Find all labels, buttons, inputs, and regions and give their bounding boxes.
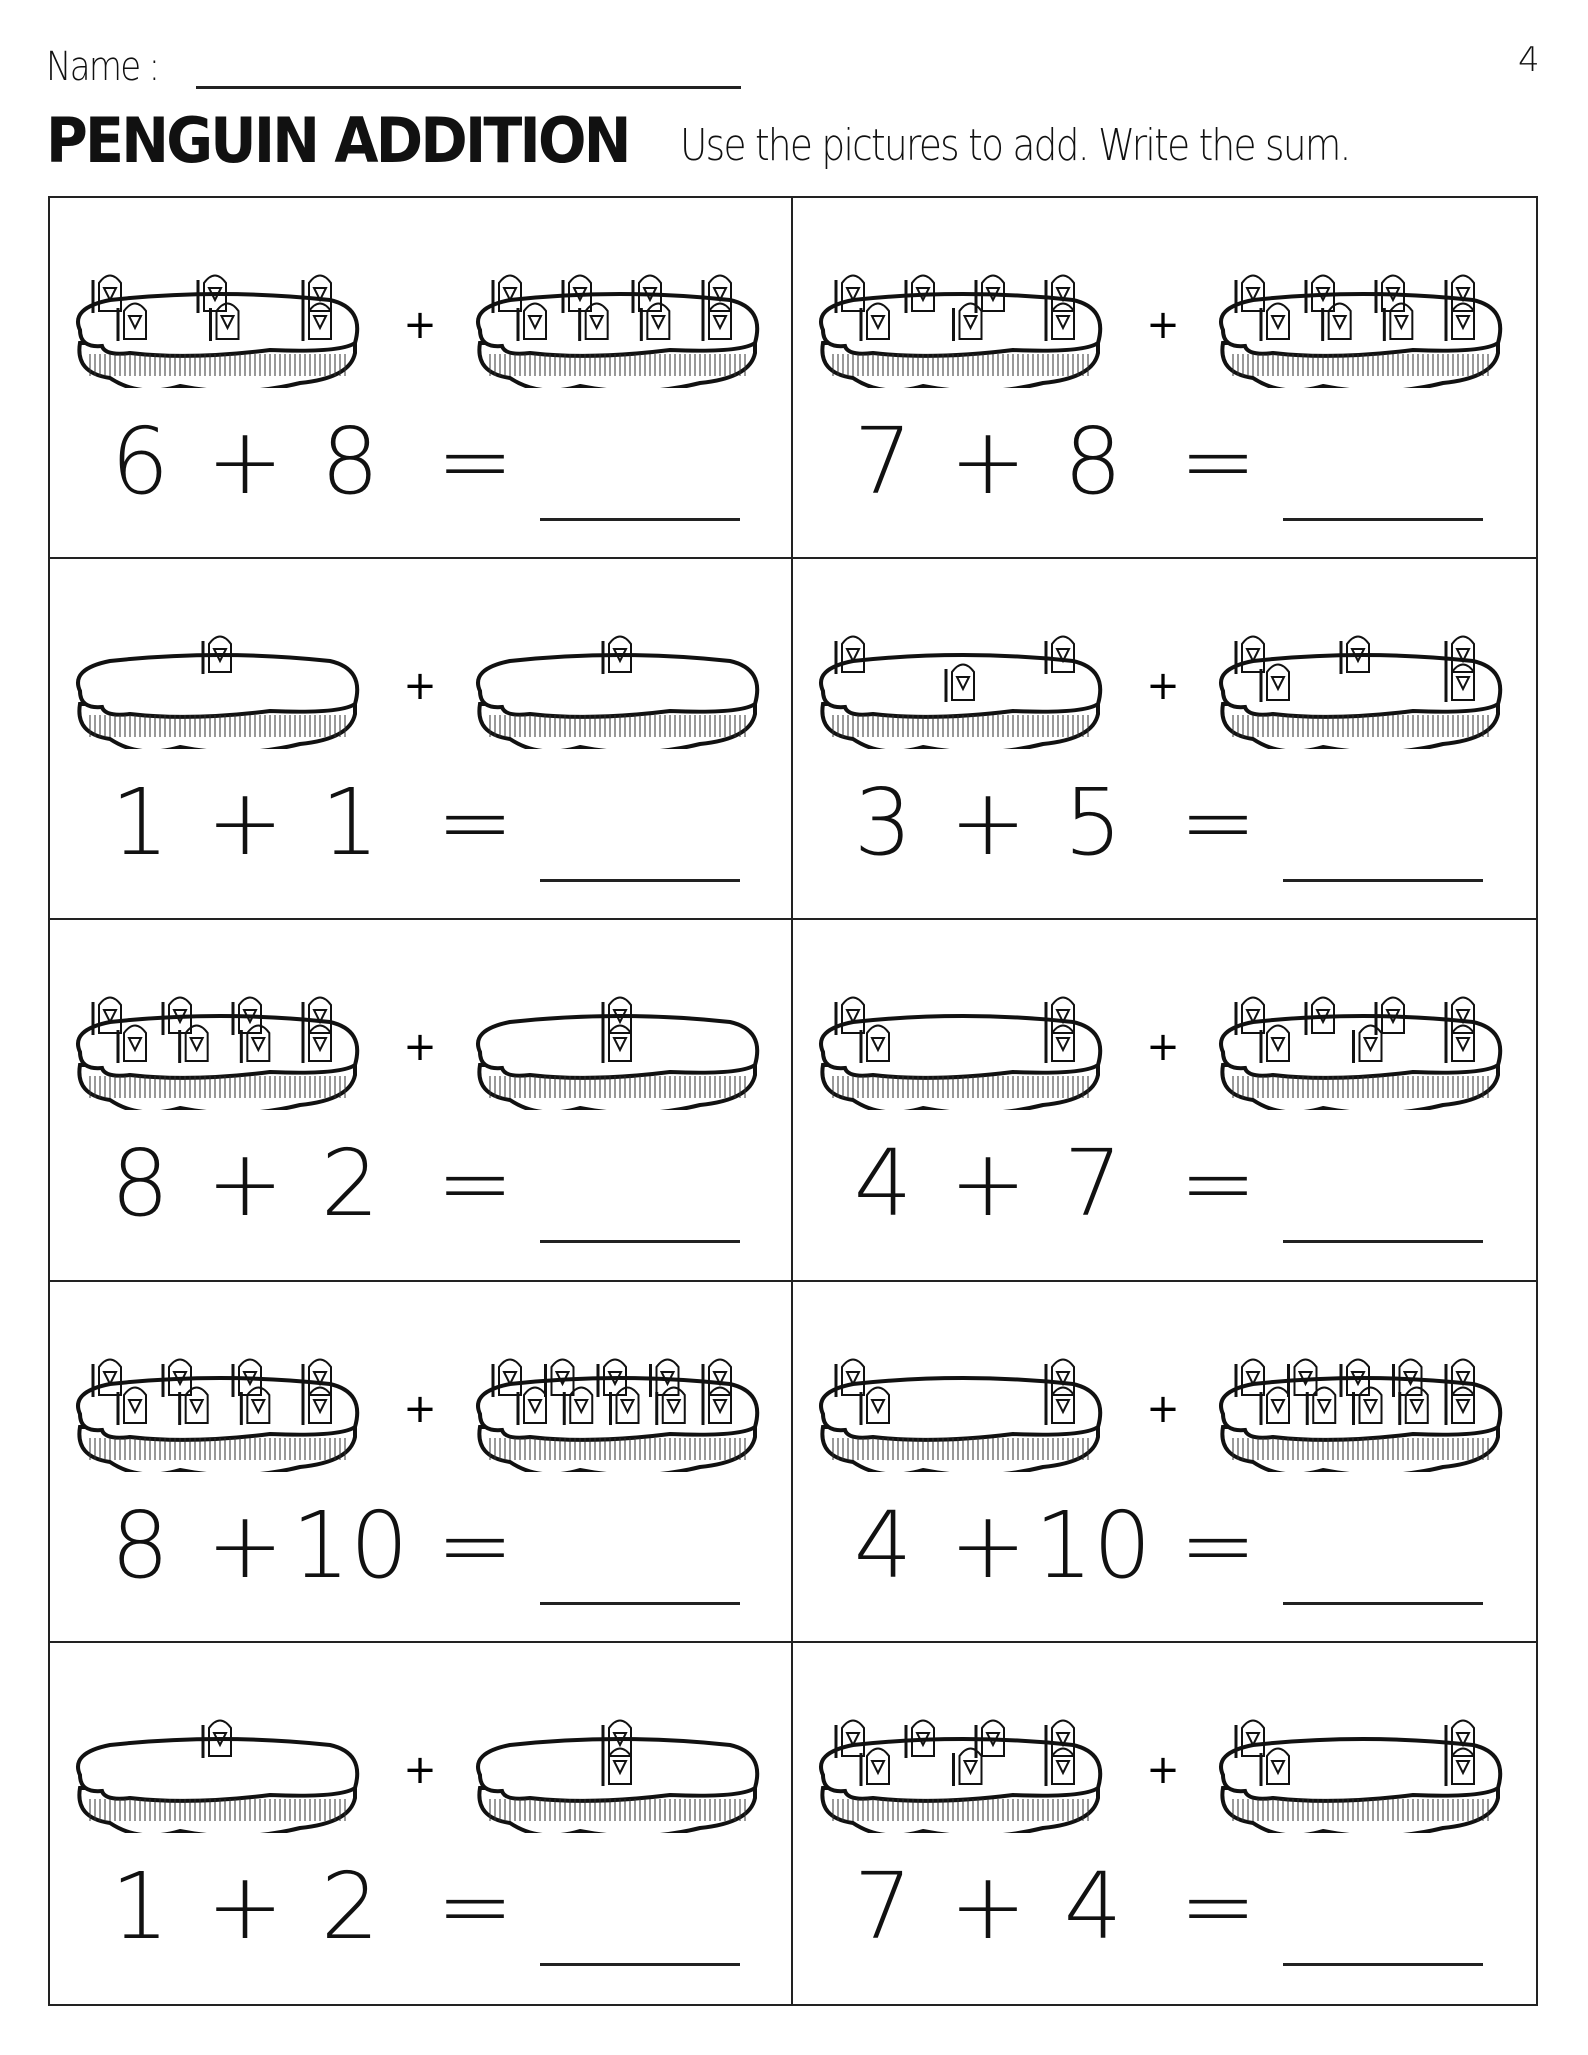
addend-a: 7 <box>853 408 913 515</box>
problem-cell <box>793 559 1536 920</box>
problem-cell <box>50 1282 793 1643</box>
problem-cell <box>50 920 793 1281</box>
equation <box>90 1853 750 1963</box>
penguin-island-a <box>78 1720 357 1833</box>
addend-b: 2 <box>320 1130 380 1238</box>
plus-sign: + <box>949 1852 1027 1960</box>
plus-sign: + <box>206 1852 284 1960</box>
picture-plus-sign: + <box>1146 663 1180 710</box>
penguin-island-a <box>821 276 1100 389</box>
penguin-island-b <box>1221 998 1500 1111</box>
addend-b: 7 <box>1063 1130 1123 1238</box>
equation <box>833 1130 1493 1240</box>
answer-blank[interactable] <box>1283 879 1483 882</box>
instructions: Use the pictures to add. Write the sum. <box>680 120 1350 171</box>
penguin-pictures <box>813 248 1513 388</box>
penguin-island-b <box>478 998 757 1111</box>
picture-plus-sign: + <box>403 1385 437 1432</box>
penguin-island-b <box>478 1720 757 1833</box>
picture-plus-sign: + <box>1146 302 1180 348</box>
addend-a: 4 <box>853 1130 913 1238</box>
picture-plus-sign: + <box>403 1024 437 1071</box>
answer-blank[interactable] <box>540 1240 740 1243</box>
addend-b: 5 <box>1063 769 1123 877</box>
picture-plus-sign: + <box>1146 1024 1180 1071</box>
equation <box>90 1130 750 1240</box>
page-number: 4 <box>1518 40 1540 80</box>
problem-cell <box>793 920 1536 1281</box>
penguin-island-b <box>478 276 757 389</box>
picture-plus-sign: + <box>403 1746 437 1793</box>
equation <box>90 1492 750 1602</box>
penguin-island-a <box>821 637 1100 750</box>
penguin-pictures <box>70 1693 770 1833</box>
name-field[interactable] <box>196 86 741 89</box>
penguin-pictures <box>813 1332 1513 1472</box>
answer-blank[interactable] <box>1283 1963 1483 1966</box>
answer-blank[interactable] <box>540 1963 740 1966</box>
penguin-island-a <box>821 1720 1100 1833</box>
equals-sign: = <box>436 408 514 515</box>
penguin-island-a <box>78 998 357 1111</box>
page-title: PENGUIN ADDITION <box>46 104 629 177</box>
addend-b: 10 <box>291 1491 409 1599</box>
problem-cell <box>793 198 1536 559</box>
addend-b: 8 <box>1063 408 1123 515</box>
penguin-island-b <box>1221 276 1500 389</box>
problem-cell <box>793 1643 1536 2004</box>
plus-sign: + <box>206 769 284 877</box>
equals-sign: = <box>436 1130 514 1238</box>
answer-blank[interactable] <box>1283 1240 1483 1243</box>
penguin-pictures <box>70 970 770 1110</box>
equals-sign: = <box>1179 1130 1257 1238</box>
penguin-pictures <box>813 1693 1513 1833</box>
addend-b: 2 <box>320 1852 380 1960</box>
penguin-island-a <box>78 276 357 389</box>
penguin-pictures <box>813 609 1513 749</box>
addend-b: 8 <box>320 408 380 515</box>
addend-b: 4 <box>1063 1852 1123 1960</box>
answer-blank[interactable] <box>1283 1602 1483 1605</box>
addend-a: 6 <box>110 408 170 515</box>
plus-sign: + <box>949 1491 1027 1599</box>
penguin-pictures <box>70 248 770 388</box>
penguin-pictures <box>813 970 1513 1110</box>
penguin-island-a <box>821 998 1100 1111</box>
equals-sign: = <box>436 1491 514 1599</box>
penguin-island-b <box>1221 637 1500 750</box>
penguin-island-b <box>478 637 757 750</box>
penguin-island-b <box>478 1359 757 1472</box>
addend-a: 7 <box>853 1852 913 1960</box>
addend-a: 1 <box>110 769 170 877</box>
picture-plus-sign: + <box>403 663 437 710</box>
penguin-island-a <box>821 1359 1100 1472</box>
picture-plus-sign: + <box>1146 1746 1180 1793</box>
name-label: Name : <box>46 44 159 90</box>
plus-sign: + <box>949 408 1027 515</box>
problem-cell <box>50 198 793 559</box>
problem-cell <box>50 1643 793 2004</box>
problem-cell <box>793 1282 1536 1643</box>
penguin-island-b <box>1221 1720 1500 1833</box>
penguin-pictures <box>70 609 770 749</box>
addend-a: 1 <box>110 1852 170 1960</box>
equals-sign: = <box>1179 1491 1257 1599</box>
answer-blank[interactable] <box>540 1602 740 1605</box>
equation <box>833 1853 1493 1963</box>
plus-sign: + <box>949 769 1027 877</box>
plus-sign: + <box>206 1130 284 1238</box>
addend-a: 4 <box>853 1491 913 1599</box>
penguin-island-b <box>1221 1359 1500 1472</box>
plus-sign: + <box>949 1130 1027 1238</box>
addend-b: 10 <box>1034 1491 1152 1599</box>
equation <box>833 408 1493 518</box>
penguin-island-a <box>78 1359 357 1472</box>
penguin-island-a <box>78 637 357 750</box>
equation <box>833 1492 1493 1602</box>
addend-b: 1 <box>320 769 380 877</box>
equals-sign: = <box>1179 1852 1257 1960</box>
equals-sign: = <box>1179 769 1257 877</box>
answer-blank[interactable] <box>1283 518 1483 521</box>
picture-plus-sign: + <box>1146 1385 1180 1432</box>
equals-sign: = <box>1179 408 1257 515</box>
addend-a: 8 <box>110 1491 170 1599</box>
equals-sign: = <box>436 1852 514 1960</box>
problem-cell <box>50 559 793 920</box>
equation <box>90 769 750 879</box>
equals-sign: = <box>436 769 514 877</box>
penguin-pictures <box>70 1332 770 1472</box>
answer-blank[interactable] <box>540 518 740 521</box>
addend-a: 8 <box>110 1130 170 1238</box>
plus-sign: + <box>206 408 284 515</box>
equation <box>833 769 1493 879</box>
plus-sign: + <box>206 1491 284 1599</box>
picture-plus-sign: + <box>403 302 437 348</box>
equation <box>90 408 750 518</box>
addend-a: 3 <box>853 769 913 877</box>
problem-grid <box>48 196 1538 2006</box>
answer-blank[interactable] <box>540 879 740 882</box>
